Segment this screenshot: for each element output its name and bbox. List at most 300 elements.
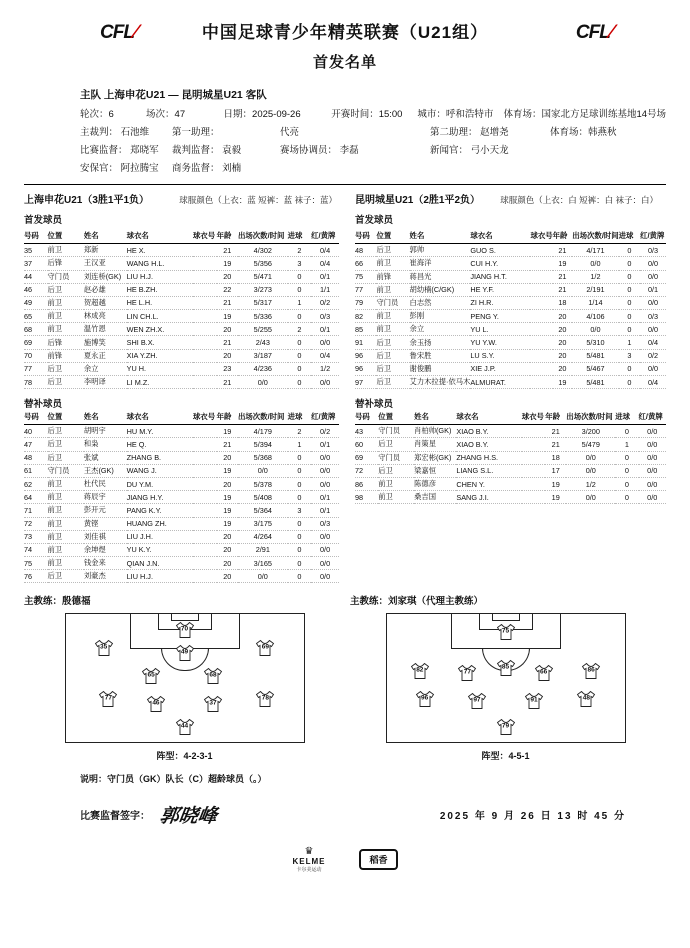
crown-icon: ♛ [304, 846, 314, 858]
table-cell: 49 [24, 296, 48, 309]
match-meta [24, 86, 666, 185]
partners-block [24, 846, 666, 873]
table-cell: 前卫 [48, 530, 84, 543]
table-cell: 19 [217, 464, 238, 477]
away-starters-table [355, 229, 666, 389]
column-header: 年龄 [217, 229, 238, 244]
table-cell: 前卫 [48, 323, 84, 336]
table-cell: 前卫 [48, 504, 84, 517]
home-team-name: 上海申花U21（3胜1平1负） [24, 195, 150, 207]
table-cell: 谢俊鹏 [410, 362, 471, 375]
table-cell: 0/0 [311, 557, 339, 570]
table-cell: 0 [288, 517, 312, 530]
goal [492, 614, 520, 621]
table-cell: 61 [24, 464, 48, 477]
table-cell: 1/2 [566, 477, 615, 490]
table-cell: 后锋 [48, 257, 84, 270]
table-cell: 后卫 [48, 451, 84, 464]
table-cell: 郭帅 [410, 244, 471, 257]
table-cell: 43 [355, 425, 378, 438]
away-team-kit: 球服颜色（上衣：白 短裤：白 袜子：白） [500, 195, 658, 206]
table-cell: 后卫 [48, 376, 84, 389]
table-cell: 后卫 [48, 425, 84, 438]
table-cell: 施博笑 [84, 336, 127, 349]
table-cell: 前卫 [48, 296, 84, 309]
table-row [24, 464, 339, 477]
table-cell [530, 376, 552, 389]
table-cell: 2 [288, 425, 312, 438]
table-cell: LU S.Y. [470, 349, 530, 362]
table-cell: 0/0 [566, 491, 615, 504]
table-cell: 守门员 [378, 451, 414, 464]
table-cell: 0/2 [311, 425, 339, 438]
table-cell: 5/394 [238, 438, 288, 451]
table-cell: 21 [217, 244, 238, 257]
column-header: 出场次数/时间 [238, 229, 288, 244]
table-cell: 钱金来 [84, 557, 127, 570]
table-cell: 前卫 [48, 310, 84, 323]
column-header: 球衣名 [127, 410, 193, 425]
table-cell: 黄铿 [84, 517, 127, 530]
table-cell: LIU H.J. [127, 270, 193, 283]
away-coach: 主教练：刘家琪（代理主教练） [350, 596, 484, 608]
player-shirt-icon: 91 [524, 693, 545, 710]
column-header: 进球 [288, 410, 312, 425]
table-cell: WANG J. [127, 464, 193, 477]
table-cell [193, 296, 217, 309]
table-cell: 后卫 [376, 362, 409, 375]
table-cell: 彭开元 [84, 504, 127, 517]
table-cell: 66 [355, 257, 376, 270]
table-cell: GUO S. [470, 244, 530, 257]
table-cell: 69 [24, 336, 48, 349]
coaches-row [24, 593, 666, 607]
table-cell: 0/0 [572, 323, 618, 336]
table-cell: LIANG S.L. [456, 464, 521, 477]
table-cell: 0 [288, 491, 312, 504]
table-cell: 0 [615, 451, 638, 464]
table-cell: 前卫 [48, 477, 84, 490]
partner-daoxiang: 稻香 [359, 849, 397, 870]
table-cell: 前卫 [376, 323, 409, 336]
table-cell: 78 [24, 376, 48, 389]
table-cell: 温竹恩 [84, 323, 127, 336]
table-cell: 和枭 [84, 438, 127, 451]
table-cell [530, 336, 552, 349]
table-cell: 0 [619, 296, 640, 309]
table-cell: 19 [217, 310, 238, 323]
table-cell: 0 [619, 283, 640, 296]
table-cell: 蒋昌光 [410, 270, 471, 283]
table-cell: JIANG H.T. [470, 270, 530, 283]
table-row [24, 504, 339, 517]
partner-kelme: ♛ KELME 卡尔美运动 [292, 846, 326, 874]
table-row [24, 530, 339, 543]
table-cell: 0 [619, 257, 640, 270]
table-cell: 0/3 [640, 244, 666, 257]
table-cell: 19 [217, 257, 238, 270]
table-cell: 张斌 [84, 451, 127, 464]
table-cell: 19 [217, 425, 238, 438]
table-cell: 5/481 [572, 349, 618, 362]
table-cell: 守门员 [48, 270, 84, 283]
legend-note: 说明：守门员（GK）队长（C）超龄球员（。） [80, 774, 267, 785]
table-cell [530, 257, 552, 270]
table-row [355, 491, 666, 504]
table-cell: 44 [24, 270, 48, 283]
table-row [355, 296, 666, 309]
table-cell: 21 [217, 438, 238, 451]
table-cell [193, 570, 217, 583]
table-cell: 0 [615, 477, 638, 490]
player-shirt-icon: 37 [203, 696, 224, 713]
table-cell: 3 [619, 349, 640, 362]
table-cell: 0/4 [311, 244, 339, 257]
meta-fourth: 体育场：韩燕秋 [550, 126, 617, 138]
table-cell: 77 [24, 362, 48, 375]
table-row [24, 517, 339, 530]
meta-supervisor: 裁判监督： 袁毅 [172, 145, 242, 157]
table-row [355, 425, 666, 438]
table-cell: 21 [217, 336, 238, 349]
table-row [24, 310, 339, 323]
table-cell: CHEN Y. [456, 477, 521, 490]
table-cell: 4/179 [238, 425, 288, 438]
home-coach: 主教练：殷德福 [24, 596, 91, 608]
player-shirt-icon: 68 [203, 667, 224, 684]
column-header: 号码 [24, 410, 48, 425]
table-cell: 前卫 [378, 491, 414, 504]
table-cell: 白志然 [410, 296, 471, 309]
table-cell: 0/0 [238, 570, 288, 583]
table-cell: 0/0 [311, 543, 339, 556]
table-cell [193, 477, 217, 490]
table-cell: 0/0 [311, 336, 339, 349]
away-team-block [345, 191, 666, 226]
signature-handwriting: 郭晓峰 [158, 806, 219, 828]
table-row [355, 270, 666, 283]
table-cell: 余坤煜 [84, 543, 127, 556]
table-cell: ZI H.R. [470, 296, 530, 309]
table-cell: 79 [355, 296, 376, 309]
table-cell [193, 270, 217, 283]
table-row [355, 283, 666, 296]
table-cell: HE B.ZH. [127, 283, 193, 296]
table-cell: PENG Y. [470, 310, 530, 323]
table-cell: 0/0 [311, 530, 339, 543]
table-cell: 余立 [410, 323, 471, 336]
table-cell: 0/0 [639, 438, 667, 451]
table-cell: 2/43 [238, 336, 288, 349]
table-cell: 60 [355, 438, 378, 451]
table-cell: 0 [288, 349, 312, 362]
column-header: 球衣号 [193, 229, 217, 244]
table-cell: XIAO B.Y. [456, 425, 521, 438]
table-cell: 余立 [84, 362, 127, 375]
player-shirt-icon: 75 [495, 624, 516, 641]
table-cell: 22 [217, 283, 238, 296]
table-cell: 21 [217, 376, 238, 389]
table-cell: CUI H.Y. [470, 257, 530, 270]
table-cell: 20 [217, 270, 238, 283]
column-header: 年龄 [217, 410, 238, 425]
player-shirt-icon: 97 [466, 693, 487, 710]
table-cell: 0/0 [566, 464, 615, 477]
table-cell: 5/479 [566, 438, 615, 451]
table-cell: 0/0 [572, 257, 618, 270]
table-cell: 47 [24, 438, 48, 451]
away-formation-wrap [345, 613, 666, 762]
table-cell: ALMURAT. [470, 376, 530, 389]
table-cell: 肖柏帅(GK) [414, 425, 456, 438]
player-shirt-icon: 77 [98, 690, 119, 707]
table-cell: 5/408 [238, 491, 288, 504]
table-cell [193, 530, 217, 543]
table-cell: 5/471 [238, 270, 288, 283]
table-cell: 4/106 [572, 310, 618, 323]
table-cell: 4/302 [238, 244, 288, 257]
table-cell: 崔海洋 [410, 257, 471, 270]
table-cell: 71 [24, 504, 48, 517]
column-header: 号码 [355, 410, 378, 425]
table-cell: 2 [288, 244, 312, 257]
table-cell: SHI B.X. [127, 336, 193, 349]
table-cell: 夏永正 [84, 349, 127, 362]
table-row [355, 257, 666, 270]
league-logo-right: CFL⁄ [575, 22, 612, 43]
table-cell: 21 [553, 283, 573, 296]
table-row [355, 451, 666, 464]
table-row [24, 244, 339, 257]
table-cell [193, 362, 217, 375]
table-cell: 3/273 [238, 283, 288, 296]
meta-date: 日期：2025-09-26 [223, 108, 301, 120]
table-row [355, 310, 666, 323]
table-cell [522, 451, 545, 464]
table-cell: 5/368 [238, 451, 288, 464]
table-cell: 35 [24, 244, 48, 257]
home-starters-table [24, 229, 339, 389]
team-band [24, 191, 666, 226]
table-row [24, 336, 339, 349]
table-cell: 19 [545, 477, 566, 490]
table-row [24, 323, 339, 336]
table-cell: 前卫 [376, 257, 409, 270]
table-cell: 0 [288, 451, 312, 464]
table-cell [522, 464, 545, 477]
column-header: 红/黄牌 [639, 410, 667, 425]
table-cell: 0/1 [311, 504, 339, 517]
table-cell: 0/2 [640, 349, 666, 362]
table-cell: 守门员 [376, 296, 409, 309]
meta-commercial: 商务监督： 刘楠 [172, 163, 242, 175]
table-cell: 85 [355, 323, 376, 336]
table-cell [530, 270, 552, 283]
table-cell [193, 504, 217, 517]
table-cell: 1/14 [572, 296, 618, 309]
player-shirt-icon: 85 [495, 660, 516, 677]
table-cell: 1 [619, 336, 640, 349]
table-cell: 20 [217, 323, 238, 336]
table-cell: 3/200 [566, 425, 615, 438]
table-cell: 前卫 [48, 557, 84, 570]
player-shirt-icon: 70 [174, 621, 195, 638]
table-cell: 20 [553, 336, 573, 349]
table-cell: 胡明宇 [84, 425, 127, 438]
table-cell: 后卫 [48, 438, 84, 451]
formation-diagrams [24, 613, 666, 762]
meta-city: 城市：呼和浩特市 [417, 108, 494, 120]
table-cell: QIAN J.N. [127, 557, 193, 570]
table-cell: 0 [288, 336, 312, 349]
table-cell [530, 349, 552, 362]
table-cell: 96 [355, 349, 376, 362]
table-cell: 0/0 [311, 570, 339, 583]
column-header: 球衣名 [127, 229, 193, 244]
table-cell: 林成亮 [84, 310, 127, 323]
column-header: 球衣名 [456, 410, 521, 425]
table-cell: YU L. [470, 323, 530, 336]
table-cell: 48 [355, 244, 376, 257]
table-cell: 72 [24, 517, 48, 530]
table-cell: 陈德彦 [414, 477, 456, 490]
table-row [355, 477, 666, 490]
table-cell: 19 [553, 257, 573, 270]
column-header: 姓名 [414, 410, 456, 425]
table-cell: 4/171 [572, 244, 618, 257]
table-cell: 0 [619, 323, 640, 336]
column-header: 姓名 [84, 229, 127, 244]
home-roster [24, 229, 345, 583]
meta-assistant1-name: 代亮 [280, 126, 300, 138]
meta-referee: 主裁判： 石池维 [80, 126, 150, 138]
table-cell: JIANG H.Y. [127, 491, 193, 504]
table-cell: 0/0 [238, 464, 288, 477]
table-cell: 20 [553, 349, 573, 362]
table-cell: 2 [288, 323, 312, 336]
table-cell: 1/1 [311, 283, 339, 296]
table-cell [193, 425, 217, 438]
away-starters-label: 首发球员 [355, 215, 394, 227]
away-team-name: 昆明城星U21（2胜1平2负） [355, 195, 481, 207]
table-cell: 0 [619, 362, 640, 375]
table-cell: 0/0 [311, 464, 339, 477]
table-cell: 21 [545, 438, 566, 451]
table-cell: 20 [553, 323, 573, 336]
column-header: 出场次数/时间 [572, 229, 618, 244]
table-cell: 3 [288, 504, 312, 517]
table-cell: 5/364 [238, 504, 288, 517]
table-cell: 前卫 [378, 477, 414, 490]
table-cell: XIE J.P. [470, 362, 530, 375]
table-cell: 74 [24, 543, 48, 556]
table-cell: 20 [217, 349, 238, 362]
table-cell: LIN CH.L. [127, 310, 193, 323]
table-cell: 0/1 [311, 438, 339, 451]
table-cell [530, 362, 552, 375]
table-cell: 王杰(GK) [84, 464, 127, 477]
table-cell: 后锋 [48, 336, 84, 349]
table-cell: PANG K.Y. [127, 504, 193, 517]
page-title: 中国足球青少年精英联赛（U21组） [201, 23, 489, 42]
table-cell: 0/4 [640, 336, 666, 349]
table-cell: 李明译 [84, 376, 127, 389]
table-cell: 75 [24, 557, 48, 570]
player-shirt-icon: 78 [255, 690, 276, 707]
table-cell: 0 [619, 310, 640, 323]
table-row [24, 349, 339, 362]
table-cell: XIAO B.Y. [456, 438, 521, 451]
table-cell: 刘豪杰 [84, 570, 127, 583]
table-cell: 后卫 [376, 349, 409, 362]
table-cell: 65 [24, 310, 48, 323]
column-header: 球衣号 [193, 410, 217, 425]
table-cell: ZHANG B. [127, 451, 193, 464]
table-cell: 0 [615, 491, 638, 504]
table-cell [193, 349, 217, 362]
column-header: 进球 [288, 229, 312, 244]
table-cell: 郑宏彬(GK) [414, 451, 456, 464]
table-cell [193, 517, 217, 530]
table-cell: 19 [553, 376, 573, 389]
signature-date: 2025 年 9 月 26 日 13 时 45 分 [439, 811, 626, 823]
column-header: 出场次数/时间 [238, 410, 288, 425]
table-cell: 0 [615, 425, 638, 438]
column-header: 进球 [615, 410, 638, 425]
meta-assistant1: 第一助理： [172, 126, 220, 138]
table-cell: 前卫 [48, 543, 84, 556]
column-header: 姓名 [84, 410, 127, 425]
table-cell: SANG J.I. [456, 491, 521, 504]
table-cell [522, 477, 545, 490]
table-header-row [24, 410, 339, 425]
table-cell: 86 [355, 477, 378, 490]
table-row [24, 362, 339, 375]
table-cell: 5/336 [238, 310, 288, 323]
table-cell [193, 283, 217, 296]
table-cell: 0/3 [640, 310, 666, 323]
table-cell [193, 336, 217, 349]
column-header: 位置 [378, 410, 414, 425]
table-cell: 0 [619, 244, 640, 257]
table-cell: 胡幼楠(C/GK) [410, 283, 471, 296]
away-pitch [386, 613, 626, 743]
table-cell: 后卫 [48, 362, 84, 375]
home-formation-wrap [24, 613, 345, 762]
home-pitch [65, 613, 305, 743]
table-row [24, 257, 339, 270]
table-cell: YU H. [127, 362, 193, 375]
table-header-row [24, 229, 339, 244]
table-row [24, 451, 339, 464]
table-cell: 37 [24, 257, 48, 270]
table-cell: 0 [288, 557, 312, 570]
player-shirt-icon: 96 [414, 690, 435, 707]
table-cell: 蒋辰宇 [84, 491, 127, 504]
table-cell: 40 [24, 425, 48, 438]
table-cell: 20 [217, 557, 238, 570]
match-teams-line: 主队 上海申花U21 — 昆明城星U21 客队 [80, 89, 267, 101]
meta-press: 新闻官： 弓小天龙 [430, 145, 509, 157]
table-cell: 20 [217, 530, 238, 543]
table-cell: WEN ZH.X. [127, 323, 193, 336]
table-cell: 0 [615, 464, 638, 477]
table-cell: 46 [24, 283, 48, 296]
meta-match-no: 场次：47 [146, 108, 186, 120]
table-cell: 1/2 [311, 362, 339, 375]
table-cell: 75 [355, 270, 376, 283]
table-cell: 73 [24, 530, 48, 543]
